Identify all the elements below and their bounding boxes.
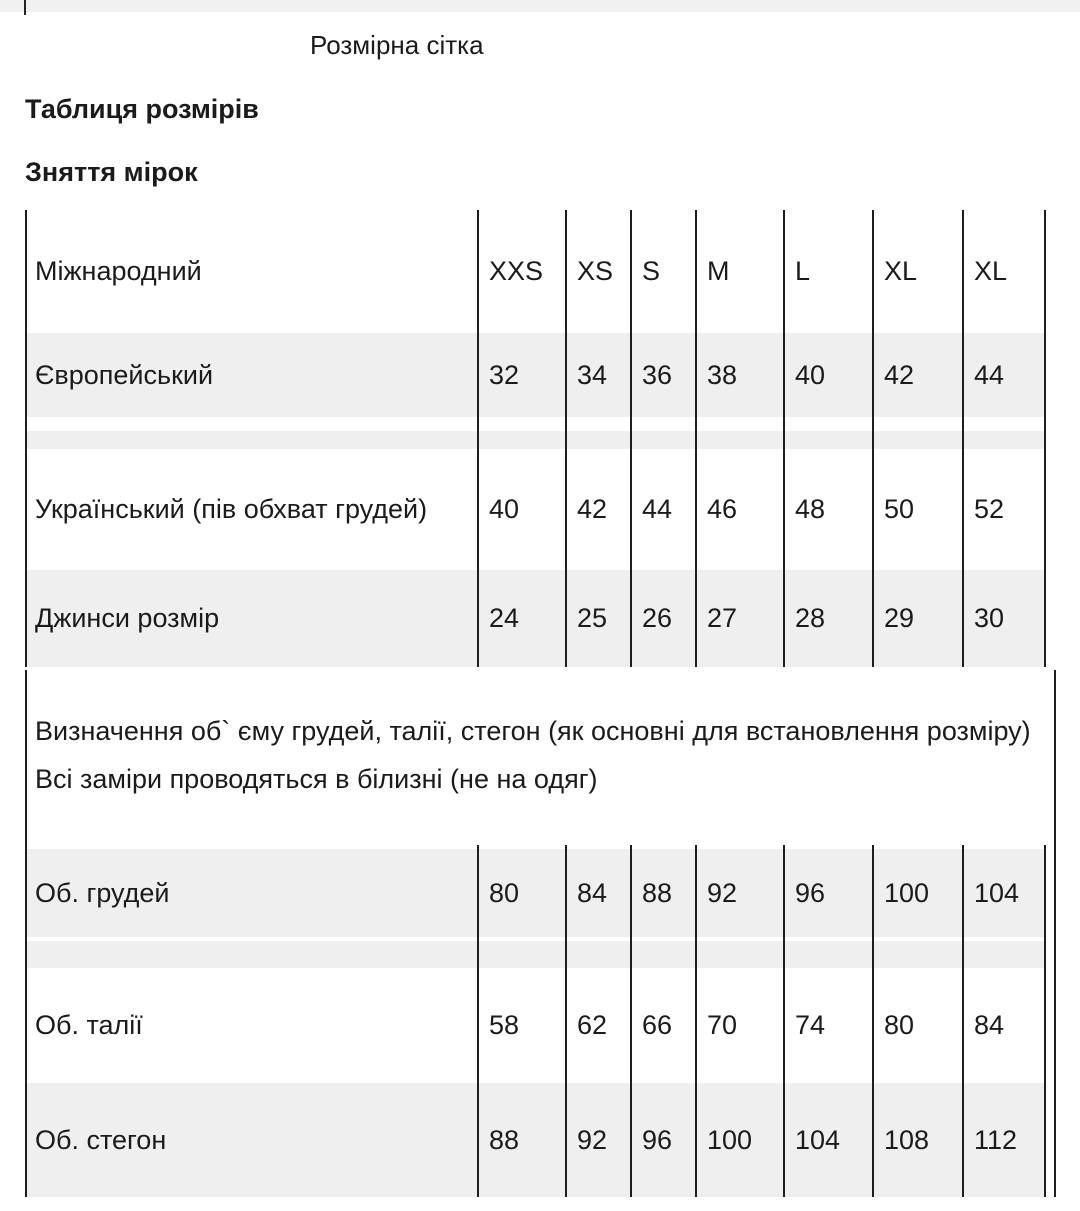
column-divider bbox=[872, 845, 874, 1197]
heading-size-table: Таблиця розмірів bbox=[25, 94, 259, 124]
table-cell: XL bbox=[884, 256, 918, 286]
row-label: Український (пів обхват грудей) bbox=[35, 494, 428, 524]
table-row bbox=[25, 333, 1046, 417]
table-cell: 92 bbox=[577, 1124, 608, 1155]
table-cell: 66 bbox=[642, 1010, 673, 1040]
table-cell: 96 bbox=[795, 877, 826, 908]
table-cell: 96 bbox=[642, 1124, 673, 1155]
table-cell: 42 bbox=[884, 359, 915, 390]
table-cell: 104 bbox=[974, 877, 1020, 908]
table-cell: 28 bbox=[795, 603, 826, 633]
table-cell: 100 bbox=[884, 877, 930, 908]
measurements-table bbox=[25, 845, 1046, 1197]
table-cell: 44 bbox=[974, 359, 1005, 390]
column-divider bbox=[872, 210, 874, 667]
row-label: Джинси розмір bbox=[35, 603, 220, 633]
table-cell: 29 bbox=[884, 603, 915, 633]
table-cell: 24 bbox=[489, 603, 520, 633]
measurements-section bbox=[25, 670, 1056, 1197]
note-line: Всі заміри проводяться в білизні (не на одяг) bbox=[35, 764, 598, 794]
heading-measuring: Зняття мірок bbox=[25, 157, 198, 187]
column-divider bbox=[565, 210, 567, 667]
table-cell: 48 bbox=[795, 494, 826, 524]
column-divider bbox=[25, 210, 27, 667]
row-gap bbox=[25, 417, 1046, 431]
column-divider bbox=[1044, 845, 1046, 1197]
table-right-border bbox=[1054, 670, 1056, 1197]
top-divider-strip bbox=[0, 0, 1080, 12]
table-cell: 62 bbox=[577, 1010, 608, 1040]
table-cell: 34 bbox=[577, 359, 608, 390]
table-cell: 88 bbox=[489, 1124, 520, 1155]
table-cell: 25 bbox=[577, 603, 608, 633]
table-cell: 40 bbox=[489, 494, 520, 524]
table-left-border bbox=[25, 670, 27, 1197]
table-cell: S bbox=[642, 256, 661, 286]
page-title: Розмірна сітка bbox=[310, 30, 484, 60]
table-cell: XL bbox=[974, 256, 1008, 286]
column-divider bbox=[695, 845, 697, 1197]
column-divider bbox=[630, 845, 632, 1197]
table-cell: 36 bbox=[642, 359, 673, 390]
column-divider bbox=[630, 210, 632, 667]
table-cell: 46 bbox=[707, 494, 738, 524]
table-row bbox=[25, 210, 1046, 333]
column-divider bbox=[1044, 210, 1046, 667]
row-label: Об. стегон bbox=[35, 1124, 167, 1155]
table-cell: 42 bbox=[577, 494, 608, 524]
table-cell: 84 bbox=[974, 1010, 1005, 1040]
table-row bbox=[25, 449, 1046, 570]
table-cell: 88 bbox=[642, 877, 673, 908]
table-cell: 84 bbox=[577, 877, 608, 908]
column-divider bbox=[783, 210, 785, 667]
table-cell: 92 bbox=[707, 877, 738, 908]
table-cell: XS bbox=[577, 256, 614, 286]
table-row bbox=[25, 570, 1046, 667]
column-divider bbox=[962, 210, 964, 667]
table-cell: 104 bbox=[795, 1124, 841, 1155]
column-divider bbox=[783, 845, 785, 1197]
table-row bbox=[25, 1083, 1046, 1197]
table-cell: 32 bbox=[489, 359, 520, 390]
table-cell: 30 bbox=[974, 603, 1005, 633]
column-divider bbox=[565, 845, 567, 1197]
table-cell: 27 bbox=[707, 603, 738, 633]
table-cell: 44 bbox=[642, 494, 673, 524]
row-label: Європейський bbox=[35, 359, 214, 390]
table-cell: 58 bbox=[489, 1010, 520, 1040]
table-cell: 80 bbox=[489, 877, 520, 908]
column-divider bbox=[695, 210, 697, 667]
column-divider bbox=[477, 210, 479, 667]
table-cell: 50 bbox=[884, 494, 915, 524]
table-cell: 70 bbox=[707, 1010, 738, 1040]
table-row bbox=[25, 968, 1046, 1083]
table-row bbox=[25, 849, 1046, 937]
table-cell: 40 bbox=[795, 359, 826, 390]
column-divider bbox=[962, 845, 964, 1197]
table-cell: 108 bbox=[884, 1124, 930, 1155]
stripe-strip bbox=[25, 431, 1046, 449]
table-cell: 38 bbox=[707, 359, 738, 390]
top-edge-line bbox=[24, 0, 26, 15]
stripe-strip bbox=[25, 941, 1046, 968]
table-cell: 74 bbox=[795, 1010, 826, 1040]
table-cell: L bbox=[795, 256, 811, 286]
table-cell: 100 bbox=[707, 1124, 753, 1155]
table-cell: XXS bbox=[489, 256, 544, 286]
table-cell: 80 bbox=[884, 1010, 915, 1040]
table-cell: 26 bbox=[642, 603, 673, 633]
size-conversion-table bbox=[25, 210, 1046, 667]
column-divider bbox=[477, 845, 479, 1197]
row-label: Об. талії bbox=[35, 1010, 143, 1040]
table-cell: 52 bbox=[974, 494, 1005, 524]
note-line: Визначення об` єму грудей, талії, стегон (як основні для встановлення розміру) bbox=[35, 716, 1031, 746]
table-cell: M bbox=[707, 256, 730, 286]
row-label: Об. грудей bbox=[35, 877, 170, 908]
row-label: Міжнародний bbox=[35, 256, 202, 286]
table-cell: 112 bbox=[974, 1124, 1018, 1155]
